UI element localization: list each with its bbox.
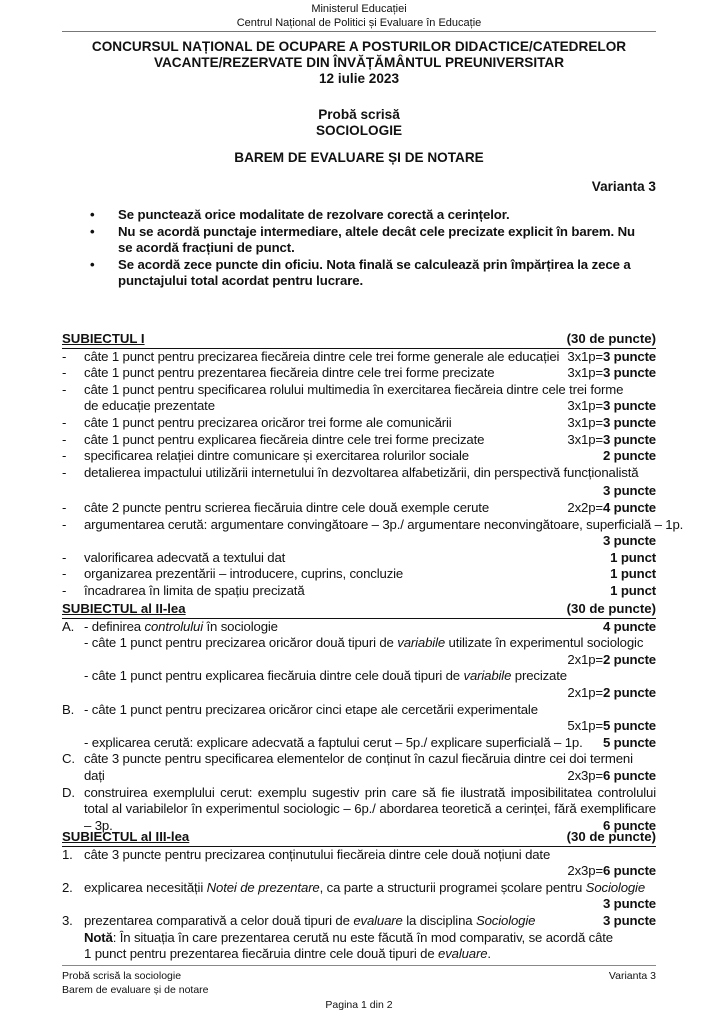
subject-1-heading: SUBIECTUL I (30 de puncte) <box>62 331 656 349</box>
page-number: Pagina 1 din 2 <box>325 999 393 1011</box>
variant-label: Varianta 3 <box>591 179 656 194</box>
criterion-item-score: 3 puncte <box>602 483 656 499</box>
item-1: 1. câte 3 puncte pentru precizarea conținutului fiecăreia dintre cele două noțiuni date <box>62 846 551 862</box>
item-a-2: - câte 1 punct pentru precizarea oricăror două tipuri de variabile utilizate în experimentul sociologic <box>84 635 644 651</box>
subject-1 <box>62 331 684 600</box>
rule-item: • Se acordă zece puncte din oficiu. Nota finală se calculează prin împărțirea la zece a <box>90 256 631 272</box>
criterion-item: - câte 1 punct pentru prezentarea fiecăreia dintre cele trei forme precizate 3x1p=3 puncte <box>62 365 656 381</box>
item-2: 2. explicarea necesității Notei de prezentare, ca parte a structurii programei școlare pentru Sociologie <box>62 879 646 895</box>
center-name: Centrul Național de Politici și Evaluare în Educație <box>236 17 482 29</box>
subject-2-heading: SUBIECTUL al II-lea (30 de puncte) <box>62 601 656 619</box>
item-b-1-score: 5x1p=5 puncte <box>567 718 656 734</box>
criterion-item: - câte 1 punct pentru specificarea rolului multimedia în exercitarea fiecăreia dintre cele trei forme <box>62 381 624 397</box>
footer-barem: Barem de evaluare și de notare <box>62 984 209 996</box>
item-c-2: dați 2x3p=6 puncte <box>84 767 656 783</box>
footer-divider <box>62 965 656 966</box>
footer-variant: Varianta 3 <box>608 970 656 982</box>
ministry-name: Ministerul Educației <box>311 3 407 15</box>
rule-item: se acordă fracțiuni de punct. <box>118 240 295 256</box>
item-3: 3. prezentarea comparativă a celor două tipuri de evaluare la disciplina Sociologie 3 puncte <box>62 912 656 928</box>
criterion-item: - organizarea prezentării – introducere, cuprins, concluzie 1 punct <box>62 566 656 582</box>
item-c: C. câte 3 puncte pentru specificarea elementelor de conținut în cazul fiecăruia dintre cei doi termeni <box>62 751 633 767</box>
exam-subject: SOCIOLOGIE <box>315 123 403 138</box>
item-b-2: - explicarea cerută: explicare adecvată a faptului cerut – 5p./ explicare superficială – 1p. 5 puncte <box>84 734 656 750</box>
item-d: D. construirea exemplului cerut: exemplu sugestiv prin care să fie ilustrată imposibilitatea controlului total al variabilelor în experimentul sociologic – 6p./ abordarea teoretică a cerinței, fără exemplificare – 3p. 6 puncte <box>62 784 656 833</box>
rule-item: • Nu se acordă punctaje intermediare, altele decât cele precizate explicit în barem. Nu <box>90 223 636 239</box>
document-title <box>62 39 656 87</box>
criterion-item: - specificarea relației dintre comunicare și exercitarea rolurilor sociale 2 puncte <box>62 448 656 464</box>
exam-date: 12 iulie 2023 <box>318 71 400 86</box>
criterion-item: - încadrarea în limita de spațiu precizată 1 punct <box>62 582 656 598</box>
criterion-item: - câte 1 punct pentru precizarea fiecăreia dintre cele trei forme generale ale educației 3x1p=3 puncte <box>62 348 656 364</box>
criterion-item: - câte 1 punct pentru explicarea fiecăreia dintre cele trei forme precizate 3x1p=3 puncte <box>62 431 656 447</box>
footer-exam: Probă scrisă la sociologie <box>62 970 182 982</box>
page-header <box>62 2 656 30</box>
item-a-1: A. - definirea controlului în sociologie 4 puncte <box>62 618 656 634</box>
header-divider <box>62 31 656 32</box>
item-3-note: Notă: În situația în care prezentarea cerută nu este făcută în mod comparativ, se acordă câte <box>84 929 613 945</box>
criterion-item: - câte 1 punct pentru precizarea oricăror trei forme ale comunicării 3x1p=3 puncte <box>62 414 656 430</box>
item-a-2-score: 2x1p=2 puncte <box>567 651 656 667</box>
criterion-item: - câte 2 puncte pentru scrierea fiecăruia dintre cele două exemple cerute 2x2p=4 puncte <box>62 499 656 515</box>
subject-3 <box>62 829 656 963</box>
item-1-score: 2x3p=6 puncte <box>567 863 656 879</box>
rule-item: punctajului total acordat pentru lucrare. <box>118 273 364 289</box>
item-a-3: - câte 1 punct pentru explicarea fiecăruia dintre cele două tipuri de variabile precizate <box>84 668 567 684</box>
item-3-note-2: 1 punct pentru prezentarea fiecăruia dintre cele două tipuri de evaluare. <box>84 946 491 962</box>
criterion-item: - valorificarea adecvată a textului dat 1 punct <box>62 549 656 565</box>
exam-info <box>62 107 656 139</box>
criterion-item: - detalierea impactului utilizării internetului în dezvoltarea alfabetizării, din perspectivă funcționalistă <box>62 464 639 480</box>
rule-item: • Se punctează orice modalitate de rezolvare corectă a cerințelor. <box>90 207 510 222</box>
barem-title: BAREM DE EVALUARE ȘI DE NOTARE <box>234 150 484 165</box>
item-a-3-score: 2x1p=2 puncte <box>567 684 656 700</box>
subject-3-heading: SUBIECTUL al III-lea (30 de puncte) <box>62 829 656 847</box>
title-line-2: VACANTE/REZERVATE DIN ÎNVĂȚĂMÂNTUL PREUNIVERSITAR <box>153 55 565 70</box>
title-line-1: CONCURSUL NAȚIONAL DE OCUPARE A POSTURILOR DIDACTICE/CATEDRELOR <box>91 39 627 54</box>
exam-type: Probă scrisă <box>318 107 400 122</box>
criterion-item: - argumentarea cerută: argumentare convingătoare – 3p./ argumentare neconvingătoare, superficială – 1p. <box>62 516 684 532</box>
criterion-item-score: 3 puncte <box>602 533 656 549</box>
criterion-item-cont: de educație prezentate 3x1p=3 puncte <box>84 398 656 414</box>
general-rules <box>62 207 656 290</box>
subject-2 <box>62 601 656 834</box>
item-2-score: 3 puncte <box>602 896 656 912</box>
page-footer <box>62 969 656 1012</box>
item-b-1: B. - câte 1 punct pentru precizarea oricăror cinci etape ale cercetării experimentale <box>62 701 538 717</box>
